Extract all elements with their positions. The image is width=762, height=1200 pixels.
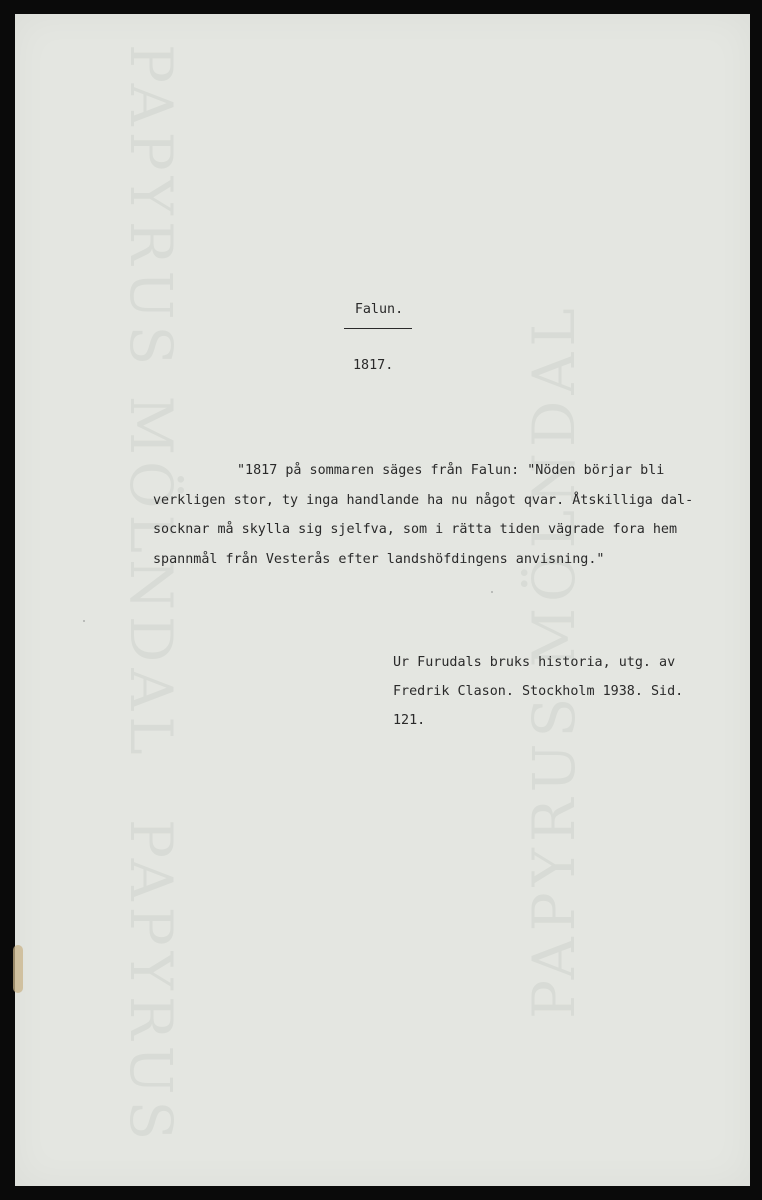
- source-citation: [393, 648, 723, 735]
- quote-block: [153, 456, 713, 574]
- watermark-left: PAPYRUS MÖLNDAL: [117, 44, 185, 761]
- document-year: 1817.: [353, 358, 394, 373]
- source-line: Fredrik Clason. Stockholm 1938. Sid.: [393, 684, 684, 699]
- quote-line: verkligen stor, ty inga handlande ha nu något qvar. Åtskilliga dal-: [153, 492, 694, 508]
- paper-speck: [83, 620, 85, 622]
- edge-stain: [13, 945, 23, 993]
- quote-line: socknar må skylla sig sjelfva, som i rätta tiden vägrade fora hem: [153, 522, 678, 537]
- watermark-right: PAPYRUS MÖLNDAL: [520, 302, 588, 1019]
- source-line: Ur Furudals bruks historia, utg. av: [393, 655, 676, 670]
- paper-speck: [491, 591, 493, 593]
- source-line: 121.: [393, 713, 426, 728]
- paper-sheet: [15, 14, 750, 1186]
- watermark-left-lower: PAPYRUS: [117, 819, 185, 1147]
- document-heading: Falun.: [354, 302, 404, 317]
- heading-underline: [344, 328, 412, 329]
- quote-line: "1817 på sommaren säges från Falun: "Nöden börjar bli: [237, 463, 665, 478]
- quote-line: spannmål från Vesterås efter landshöfdingens anvisning.": [153, 551, 605, 567]
